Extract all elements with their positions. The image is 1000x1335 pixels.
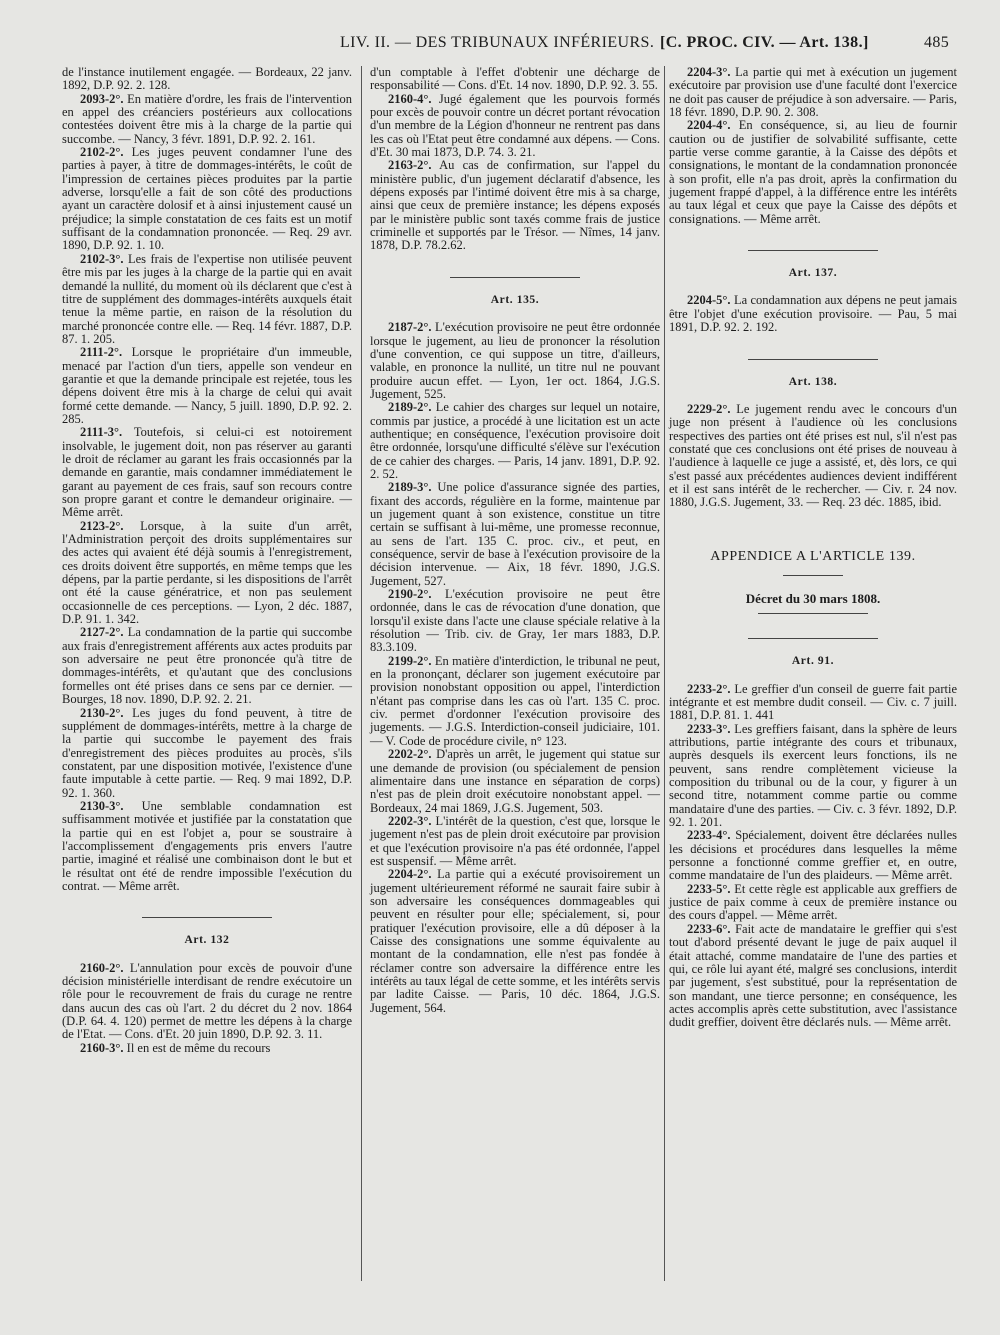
paragraph-number: 2229-2°. xyxy=(687,401,731,416)
running-title: LIV. II. — DES TRIBUNAUX INFÉRIEURS. xyxy=(340,34,655,51)
paragraph-number: 2160-4°. xyxy=(388,91,432,106)
paragraph-number: 2204-5°. xyxy=(687,293,731,308)
paragraph-text: La partie qui met à exécution un jugement exécutoire par provision use d'une faculté dont l'exercice ne doit pas causer de préjudice à son adversaire. — Paris, 18 févr. 1890, D.P. 90. 2. 308. xyxy=(669,65,957,120)
paragraph-text: L'exécution provisoire ne peut être ordonnée, dans le cas de révocation d'une donation, que lorsqu'il existe dans l'acte une clause spéciale relative à la résolution — Trib. civ. de Gray, 1er mars 1883, D.P. 83.3.109. xyxy=(370,587,660,655)
paragraph-text: Au cas de confirmation, sur l'appel du ministère public, d'un jugement déclaratif d'absence, les dépens exposés par l'intimé doivent être mis à sa charge, ainsi que ceux de première instance; les dépens exposés par le ministère public sont taxés comme frais de justice criminelle et supportés par le Trésor. — Nîmes, 14 janv. 1878, D.P. 78.2.62. xyxy=(370,158,660,253)
paragraph xyxy=(370,159,660,252)
paragraph-text: La condamnation de la partie qui succombe aux frais d'enregistrement afférents aux actes produits par son adversaire ne peut être prononcée qu'à titre de dommages-intérêts, et qu'autant que des conclusions formelles ont été prises dans ce sens par ce dernier. — Bourges, 18 nov. 1890, D.P. 92. 2. 21. xyxy=(62,625,352,707)
paragraph xyxy=(370,815,660,868)
paragraph-text: Une semblable condamnation est suffisamment motivée et justifiée par la constatation que la partie qui en est l'objet a, pour se soustraire à l'accomplissement d'engagements pris envers l'autre partie, imaginé et réalisé une combinaison dont le but et le résultat ont été de rendre impossible l'exécution du contrat. — Même arrêt. xyxy=(62,798,352,893)
paragraph xyxy=(669,119,957,226)
article-heading: Art. 138. xyxy=(748,359,878,389)
paragraph-number: 2130-2°. xyxy=(80,705,124,720)
paragraph-number: 2189-3°. xyxy=(388,480,432,495)
page-header xyxy=(300,32,960,56)
paragraph xyxy=(62,346,352,426)
paragraph xyxy=(669,683,957,723)
paragraph-number: 2189-2°. xyxy=(388,400,432,415)
paragraph xyxy=(62,66,352,93)
paragraph xyxy=(370,481,660,588)
paragraph-number: 2160-3°. xyxy=(80,1040,124,1055)
decree-title: Décret du 30 mars 1808. xyxy=(745,590,881,606)
paragraph-text: Le cahier des charges sur lequel un notaire, commis par justice, a procédé à une licitation est un acte authentique; en conséquence, l'exécution provisoire doit être ordonnée, lorsqu'une difficulté s'élève sur l'exécution de ce cahier des charges. — Paris, 14 janv. 1891, D.P. 92. 2. 52. xyxy=(370,400,660,481)
decree-rule xyxy=(758,613,868,614)
paragraph xyxy=(62,93,352,146)
paragraph-number: 2187-2°. xyxy=(388,320,432,335)
decree-heading xyxy=(669,592,957,614)
paragraph-text: Toutefois, si celui-ci est notoirement insolvable, le jugement doit, non pas réserver au garanti le droit de réclamer au garant les frais occasionnés par la demande en garantie, mais condamner immédiatement le garant au payement de ces frais, sauf son recours contre son propre garant et contre le demandeur originaire. — Même arrêt. xyxy=(62,425,352,520)
paragraph xyxy=(370,868,660,1015)
paragraph-text: Les frais de l'expertise non utilisée peuvent être mis par les juges à la charge de la partie qui en avait demandé la nullité, du moment où ils déclarent que c'est à titre de supplément des dommages-intérêts auxquels était tenue la même partie, en raison de la résolution du marché prononcée contre elle. — Req. 14 févr. 1887, D.P. 87. 1. 205. xyxy=(62,251,352,346)
paragraph xyxy=(370,321,660,401)
column-rule-left xyxy=(361,66,362,1281)
column-rule-right xyxy=(664,66,665,1281)
paragraph-text: En matière d'interdiction, le tribunal ne peut, en la prononçant, déclarer son jugement exécutoire par provision nonobstant opposition ou appel, l'interdiction n'étant pas comprise dans les cas où l'art. 135 C. proc. civ. permet d'ordonner l'exécution provisoire des jugements. — J.G.S. Interdiction-conseil judiciaire, 101. — V. Code de procédure civile, n° 123. xyxy=(370,653,660,748)
paragraph-text: de l'instance inutilement engagée. — Bordeaux, 22 janv. 1892, D.P. 92. 2. 128. xyxy=(62,65,352,93)
paragraph-text: Jugé également que les pourvois formés pour excès de pouvoir contre un décret portant révocation d'un membre de la Légion d'honneur ne rentrent pas dans les cas où l'Etat peut être condamné aux dépens. — Cons. d'Et. 30 mai 1873, D.P. 74. 3. 21. xyxy=(370,91,660,160)
paragraph-text: Et cette règle est applicable aux greffiers de justice de paix comme à ceux de première instance ou des cours d'appel. — Même arrêt. xyxy=(669,881,957,923)
page-number: 485 xyxy=(924,34,950,51)
paragraph-number: 2123-2°. xyxy=(80,518,124,533)
text-column-2 xyxy=(370,66,660,1015)
paragraph xyxy=(62,626,352,706)
paragraph-number: 2111-2°. xyxy=(80,345,123,360)
paragraph xyxy=(62,426,352,519)
paragraph-number: 2233-5°. xyxy=(687,881,731,896)
paragraph-number: 2163-2°. xyxy=(388,158,432,173)
article-heading: Art. 135. xyxy=(450,277,580,307)
appendix-heading: APPENDICE A L'ARTICLE 139. xyxy=(710,548,916,564)
paragraph-text: En conséquence, si, au lieu de fournir caution ou de justifier de solvabilité suffisante, cette partie verse comme garantie, à la Caisse des dépôts et consignations, le montant de la condamnation prononcée à son profit, elle n'a pas droit, après la confirmation du jugement frappé d'appel, à la différence entre les intérêts au taux légal et ceux que paye la Caisse des dépôts et consignations. — Même arrêt. xyxy=(669,118,957,226)
paragraph-text: Le jugement rendu avec le concours d'un juge non présent à l'audience où les conclusions respectives des parties ont été prises est nul, s'il n'est pas constaté que ces conclusions ont été prises de nouveau à l'audience à laquelle ce juge a assisté, et, dès lors, ce qui s'est passé aux précédentes audiences devient indifférent et il est sans intérêt de le rechercher. — Civ. r. 24 nov. 1880, J.G.S. Jugement, 33. — Req. 23 déc. 1885, ibid. xyxy=(669,401,957,510)
paragraph-number: 2093-2°. xyxy=(80,91,124,106)
paragraph xyxy=(669,883,957,923)
text-column-3 xyxy=(669,66,957,1030)
paragraph-text: Le greffier d'un conseil de guerre fait partie intégrante et est membre dudit conseil. — Civ. c. 7 juill. 1881, D.P. 81. 1. 441 xyxy=(669,681,957,723)
paragraph xyxy=(62,253,352,346)
paragraph xyxy=(370,655,660,748)
paragraph-text: D'après un arrêt, le jugement qui statue sur une demande de provision (ou spécialement de pension alimentaire dans une instance en séparation de corps) n'est pas de plein droit exécutoire nonobstant appel. — Bordeaux, 24 mai 1869, J.G.S. Jugement, 503. xyxy=(370,747,660,815)
article-heading: Art. 132 xyxy=(142,917,272,947)
paragraph xyxy=(669,294,957,334)
paragraph-number: 2102-3°. xyxy=(80,251,124,266)
paragraph-number: 2111-3°. xyxy=(80,425,123,440)
paragraph-text: La partie qui a exécuté provisoirement un jugement ultérieurement réformé ne saurait faire subir à son adversaire les conséquences dommageables qui peuvent en résulter pour elle; spécialement, si, pour pratiquer l'exécution provisoire, elle a dû déposer à la Caisse des consignations une somme équivalente au montant de la condamnation, elle n'est pas fondée à réclamer contre son adversaire la différence entre les intérêts au taux légal de cette somme, et les intérêts servis par ladite Caisse. — Paris, 10 déc. 1864, J.G.S. Jugement, 564. xyxy=(370,867,660,1015)
paragraph-number: 2204-2°. xyxy=(388,867,432,882)
paragraph-text: Les greffiers faisant, dans la sphère de leurs attributions, partie intégrante des cours et tribunaux, auprès desquels ils exercent leurs fonctions, ils ne peuvent, sans rendre complètement vicieuse la composition du tribunal ou de la cour, y figurer à un second titre, notamment comme partie ou comme mandataire d'une des parties. — Civ. c. 3 févr. 1892, D.P. 92. 1. 201. xyxy=(669,721,957,830)
paragraph-number: 2102-2°. xyxy=(80,145,124,160)
paragraph xyxy=(62,520,352,627)
paragraph-text: En matière d'ordre, les frais de l'intervention en appel des créanciers postérieurs aux collocations contestées doivent être mis à la charge de la partie qui succombe. — Nancy, 3 févr. 1891, D.P. 92. 2. 161. xyxy=(62,91,352,146)
paragraph-number: 2233-2°. xyxy=(687,681,731,696)
paragraph xyxy=(669,403,957,510)
paragraph-number: 2160-2°. xyxy=(80,960,124,975)
paragraph-number: 2204-4°. xyxy=(687,118,731,133)
text-column-1 xyxy=(62,66,352,1055)
paragraph-text: La condamnation aux dépens ne peut jamais être l'objet d'une exécution provisoire. — Pau, 5 mai 1891, D.P. 92. 2. 192. xyxy=(669,293,957,335)
paragraph-text: Les juges peuvent condamner l'une des parties à payer, à titre de dommages-intérêts, le coût de l'impression de certaines pièces produites par la partie adverse, lorsqu'elle a fait de son côté des productions ayant un caractère dolosif et à ainsi injustement causé un préjudice; la simple constatation de ces faits est un motif suffisant de la condamnation prononcée. — Req. 29 avr. 1890, D.P. 92. 1. 10. xyxy=(62,145,352,253)
paragraph-text: Les juges du fond peuvent, à titre de supplément de dommages-intérêts, mettre à la charge de la partie qui succombe le payement des frais d'enregistrement des pièces produites au procès, s'ils constatent, par une disposition motivée, l'existence d'une faute imputable à cette partie. — Req. 9 mai 1892, D.P. 92. 1. 360. xyxy=(62,705,352,800)
paragraph-text: L'exécution provisoire ne peut être ordonnée lorsque le jugement, au lieu de prononcer la résolution d'une convention, ce qui suppose un titre, d'ailleurs, valable, en prononce la nullité, un titre nul ne pouvant produire aucun effet. — Lyon, 1er oct. 1864, J.G.S. Jugement, 525. xyxy=(370,320,660,401)
article-heading: Art. 91. xyxy=(748,638,878,668)
paragraph xyxy=(669,829,957,882)
paragraph xyxy=(370,401,660,481)
paragraph-number: 2233-6°. xyxy=(687,921,731,936)
paragraph xyxy=(370,588,660,655)
section-reference: [C. PROC. CIV. — Art. 138.] xyxy=(660,34,869,51)
paragraph xyxy=(62,962,352,1042)
paragraph-text: Spécialement, doivent être déclarées nulles les décisions et procédures dans lesquelles la même personne a fonctionné comme greffier et, en outre, comme mandataire de l'un des plaideurs. — Même arrêt. xyxy=(669,828,957,883)
paragraph xyxy=(370,66,660,93)
paragraph xyxy=(669,66,957,119)
paragraph-text: Fait acte de mandataire le greffier qui s'est tout d'abord présenté devant le juge de paix auquel il était attaché, comme mandataire de l'une des parties et qui, ce rôle lui ayant été, malgré ses conclusions, interdit par jugement, s'est substitué, pour la représentation de son mandant, une tierce personne; en conséquence, les actes accomplis après cette substitution, avec l'assistance dudit greffier, doivent être déclarés nuls. — Même arrêt. xyxy=(669,921,957,1030)
paragraph-text: L'annulation pour excès de pouvoir d'une décision ministérielle interdisant de rendre exécutoire un rôle pour le recouvrement de frais du curage ne rentre dans aucun des cas où l'art. 2 du décret du 2 nov. 1864 (D.P. 64. 4. 120) permet de mettre les dépens à la charge de l'Etat. — Cons. d'Et. 20 juin 1890, D.P. 92. 3. 11. xyxy=(62,960,352,1042)
paragraph-text: d'un comptable à l'effet d'obtenir une décharge de responsabilité — Cons. d'Et. 14 nov. 1890, D.P. 92. 3. 55. xyxy=(370,65,660,93)
paragraph xyxy=(62,707,352,800)
paragraph-text: L'intérêt de la question, c'est que, lorsque le jugement n'est pas de plein droit exécutoire par provision et que l'exécution provisoire n'a pas été ordonnée, l'appel est suspensif. — Même arrêt. xyxy=(370,813,660,868)
article-heading: Art. 137. xyxy=(748,250,878,280)
appendix-rule xyxy=(783,575,843,576)
paragraph-number: 2202-2°. xyxy=(388,747,432,762)
paragraph-number: 2233-3°. xyxy=(687,721,731,736)
paragraph xyxy=(370,748,660,815)
paragraph-number: 2130-3°. xyxy=(80,798,124,813)
paragraph-text: Il en est de même du recours xyxy=(123,1040,271,1055)
paragraph-number: 2204-3°. xyxy=(687,65,731,79)
paragraph xyxy=(62,800,352,893)
paragraph-text: Une police d'assurance signée des parties, fixant des accords, régulière en la forme, maintenue par un jugement quant à son existence, constitue un titre certain se suffisant à lui-même, une promesse reconnue, au sens de l'art. 135 C. proc. civ., et peut, en conséquence, servir de base à l'exécution provisoire de la décision intervenue. — Aix, 18 févr. 1890, J.G.S. Jugement, 527. xyxy=(370,480,660,588)
paragraph-number: 2233-4°. xyxy=(687,828,731,843)
paragraph xyxy=(370,93,660,160)
paragraph-text: Lorsque, à la suite d'un arrêt, l'Administration perçoit des droits supplémentaires sur des actes qui avaient été déjà soumis à l'enregistrement, ces droits doivent être supportés, en même temps que les dépens, par la partie perdante, si les dispositions de l'arrêt ont été la cause génératrice, et non pas seulement occasionnelle de ces perceptions. — Lyon, 2 déc. 1887, D.P. 91. 1. 342. xyxy=(62,518,352,627)
paragraph xyxy=(62,1042,352,1055)
paragraph-number: 2199-2°. xyxy=(388,653,432,668)
paragraph xyxy=(669,923,957,1030)
paragraph-number: 2202-3°. xyxy=(388,813,432,828)
paragraph-number: 2127-2°. xyxy=(80,625,124,640)
paragraph-text: Lorsque le propriétaire d'un immeuble, menacé par l'action d'un tiers, appelle son vendeur en garantie et que la demande principale est rejetée, tous les dépens doivent être mis à la charge de celui qui avait formé cette demande. — Nancy, 5 juill. 1890, D.P. 92. 2. 285. xyxy=(62,345,352,426)
paragraph-number: 2190-2°. xyxy=(388,587,432,602)
paragraph xyxy=(669,723,957,830)
paragraph xyxy=(62,146,352,253)
